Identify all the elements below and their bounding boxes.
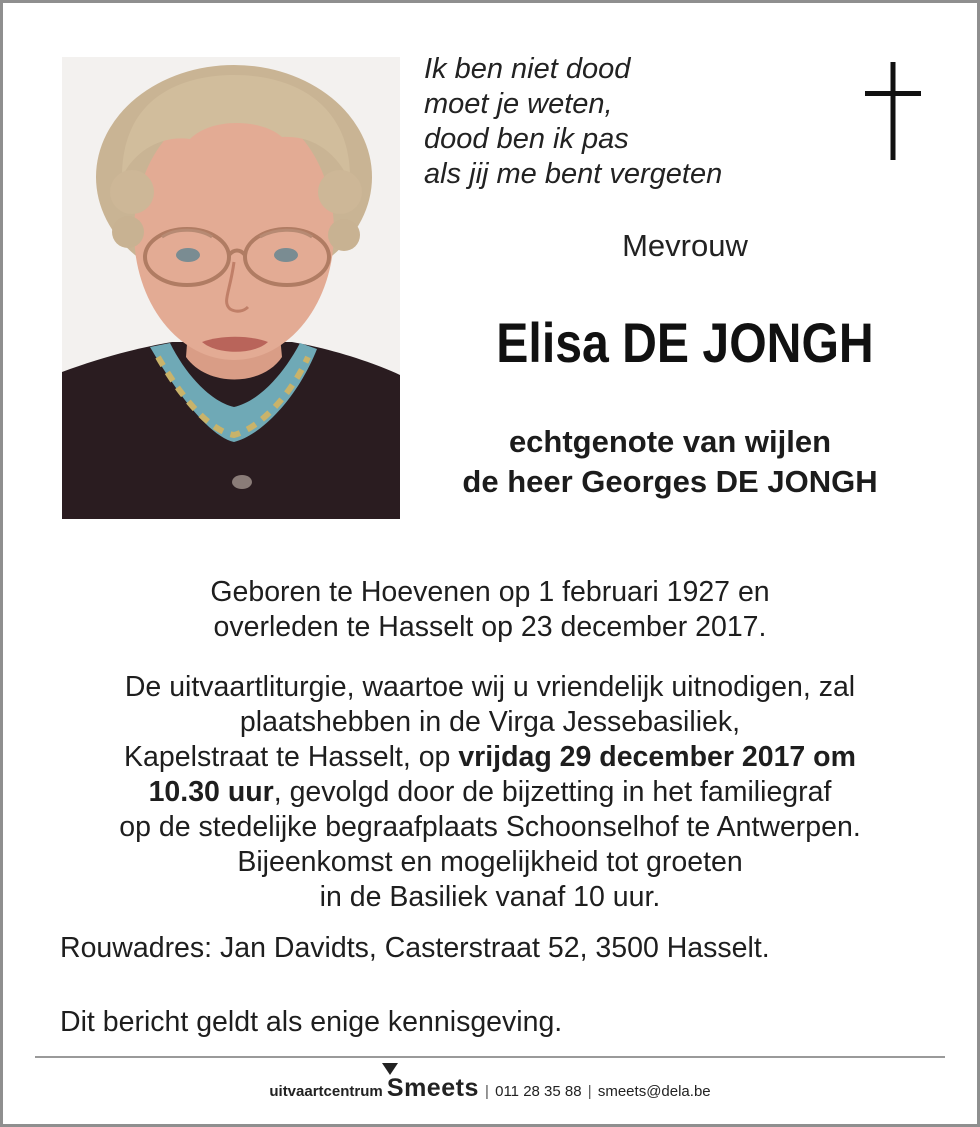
service-text: , gevolgd door de bijzetting in het familiegraf	[273, 776, 832, 808]
service-line: De uitvaartliturgie, waartoe wij u vriendelijk uitnodigen, zal	[124, 671, 856, 703]
service-line: plaatshebben in de Virga Jessebasiliek,	[239, 706, 741, 738]
service-time: 10.30 uur	[148, 776, 274, 808]
service-line: op de stedelijke begraafplaats Schoonselhof te Antwerpen.	[119, 811, 861, 843]
footer-brand: Smeets	[386, 1074, 479, 1102]
mourning-address: Rouwadres: Jan Davidts, Casterstraat 52, 3500 Hasselt.	[60, 932, 770, 964]
poem-line: als jij me bent vergeten	[424, 158, 723, 190]
portrait-photo	[62, 57, 400, 519]
death-line: overleden te Hasselt op 23 december 2017.	[213, 611, 767, 643]
service-text: Kapelstraat te Hasselt, op	[124, 741, 459, 773]
funeral-service-paragraph	[20, 670, 960, 915]
birth-line: Geboren te Hoevenen op 1 februari 1927 en	[210, 576, 770, 608]
service-line	[20, 740, 960, 775]
footer-phone: 011 28 35 88	[495, 1083, 582, 1100]
service-line: in de Basiliek vanaf 10 uur.	[319, 881, 661, 913]
spouse-block	[400, 422, 940, 502]
spouse-line: de heer Georges DE JONGH	[462, 464, 878, 499]
service-line: Bijeenkomst en mogelijkheid tot groeten	[237, 846, 743, 878]
footer-prefix: uitvaartcentrum	[269, 1083, 383, 1100]
footer-email: smeets@dela.be	[597, 1083, 711, 1100]
footer-separator: |	[485, 1083, 489, 1100]
poem	[424, 52, 784, 192]
portrait-illustration	[62, 57, 400, 519]
poem-line: Ik ben niet dood	[424, 53, 631, 85]
birth-death-paragraph	[20, 575, 960, 645]
footer	[0, 1074, 980, 1103]
honorific-title: Mevrouw	[622, 228, 748, 263]
cross-icon	[862, 62, 924, 160]
spouse-line: echtgenote van wijlen	[508, 424, 832, 459]
notice-text: Dit bericht geldt als enige kennisgeving.	[60, 1006, 563, 1038]
deceased-name: Elisa DE JONGH	[496, 311, 874, 374]
service-line	[20, 775, 960, 810]
footer-separator: |	[587, 1083, 592, 1100]
poem-line: dood ben ik pas	[424, 123, 629, 155]
service-date: vrijdag 29 december 2017 om	[458, 741, 856, 773]
footer-divider	[35, 1056, 945, 1058]
poem-line: moet je weten,	[424, 88, 613, 120]
